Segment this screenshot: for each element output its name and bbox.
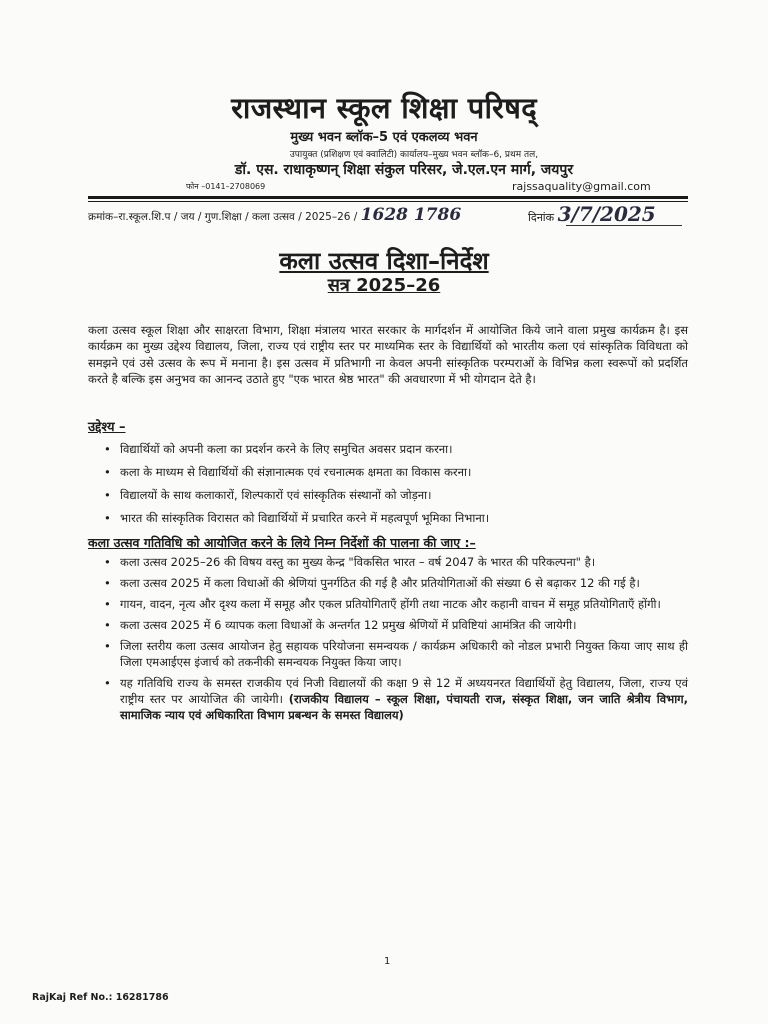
guidelines-list bbox=[96, 554, 688, 728]
date-label: दिनांक bbox=[528, 211, 555, 224]
list-item bbox=[96, 596, 688, 612]
list-item-text: कला उत्सव 2025–26 की विषय वस्तु का मुख्य केन्द्र "विकसित भारत – वर्ष 2047 के भारत की परिकल्पना" है। bbox=[120, 555, 596, 569]
bullet-icon: • bbox=[104, 511, 111, 525]
bullet-icon: • bbox=[104, 488, 111, 502]
list-item bbox=[96, 554, 688, 570]
document-title-text: कला उत्सव दिशा–निर्देश bbox=[279, 247, 489, 275]
date-underline bbox=[566, 225, 682, 226]
list-item-text: यह गतिविधि राज्य के समस्त राजकीय एवं निजी विद्यालयों की कक्षा 9 से 12 में अध्ययनरत विद्यार्थियों हेतु विद्यालय, जिला, राज्य एवं राष्ट्रीय स्तर पर आयोजित की जायेगी। bbox=[120, 675, 688, 707]
intro-paragraph: कला उत्सव स्कूल शिक्षा और साक्षरता विभाग, शिक्षा मंत्रालय भारत सरकार के मार्गदर्शन में आयोजित किये जाने वाला प्रमुख कार्यक्रम है। इस कार्यक्रम का मुख्य उद्देश्य विद्यालय, जिला, राज्य एवं राष्ट्रीय स्तर पर माध्यमिक स्तर के विद्यार्थियों को भारतीय कला एवं सांस्कृतिक विविधता को समझने एवं उसे उत्सव के रूप में मनाना है। इस उत्सव में प्रतिभागी ना केवल अपनी सांस्कृतिक परम्पराओं के विभिन्न कला स्वरूपों को प्रदर्शित करते है बल्कि इस अनुभव का आनन्द उठाते हुए "एक भारत श्रेष्ठ भारत" की अवधारणा में भी योगदान देते है। bbox=[88, 323, 688, 386]
organization-title: राजस्थान स्कूल शिक्षा परिषद् bbox=[231, 91, 537, 125]
reference-number bbox=[88, 205, 461, 225]
address-line: डॉ. एस. राधाकृष्णन् शिक्षा संकुल परिसर, जे.एल.एन मार्ग, जयपुर bbox=[234, 162, 574, 178]
list-item bbox=[96, 575, 688, 591]
list-item-text: गायन, वादन, नृत्य और दृश्य कला में समूह और एकल प्रतियोगिताएँ होंगी तथा नाटक और कहानी वाचन में समूह प्रतियोगिताएँ होंगी। bbox=[120, 596, 661, 611]
objectives-heading: उद्देश्य – bbox=[88, 420, 126, 435]
document-subtitle bbox=[0, 273, 768, 297]
list-item bbox=[96, 617, 688, 633]
handwritten-reference: 1628 1786 bbox=[360, 205, 462, 225]
phone-number: फोन –0141–2708069 bbox=[186, 182, 266, 191]
objectives-list bbox=[96, 441, 686, 533]
list-item-text: भारत की सांस्कृतिक विरासत को विद्यार्थियों में प्रचारित करने में महत्वपूर्ण भूमिका निभाना। bbox=[120, 511, 490, 525]
email-address: rajssaquality@gmail.com bbox=[512, 180, 651, 193]
list-item-text: कला उत्सव 2025 में कला विधाओं की श्रेणियां पुनर्गठित की गई है और प्रतियोगिताओं की संख्या 6 से बढ़ाकर 12 की गई है। bbox=[120, 575, 640, 590]
list-item-text: जिला स्तरीय कला उत्सव आयोजन हेतु सहायक परियोजना समन्वयक / कार्यक्रम अधिकारी को नोडल प्रभारी नियुक्त किया जाए साथ ही जिला एमआईएस इंजार्च को तकनीकी समन्वयक नियुक्त किया जाए। bbox=[120, 638, 688, 669]
bullet-icon: • bbox=[104, 617, 111, 632]
list-item bbox=[96, 510, 686, 533]
bullet-icon: • bbox=[104, 638, 111, 653]
bullet-icon: • bbox=[104, 465, 111, 479]
list-item bbox=[96, 487, 686, 510]
guidelines-heading: कला उत्सव गतिविधि को आयोजित करने के लिये निम्न निर्देशों की पालना की जाए :– bbox=[88, 535, 476, 550]
list-item-text: विद्यार्थियों को अपनी कला का प्रदर्शन करने के लिए समुचित अवसर प्रदान करना। bbox=[120, 442, 453, 456]
document-subtitle-text: सत्र 2025–26 bbox=[327, 275, 441, 296]
list-item bbox=[96, 441, 686, 464]
bullet-icon: • bbox=[104, 575, 111, 590]
header-rule-thick bbox=[88, 196, 688, 199]
bullet-icon: • bbox=[104, 442, 111, 456]
rajkaj-reference: RajKaj Ref No.: 16281786 bbox=[32, 992, 169, 1003]
bullet-icon: • bbox=[104, 675, 111, 690]
list-item bbox=[96, 638, 688, 671]
list-item-text: कला के माध्यम से विद्यार्थियों की संज्ञानात्मक एवं रचनात्मक क्षमता का विकास करना। bbox=[120, 465, 472, 479]
list-item-text: विद्यालयों के साथ कलाकारों, शिल्पकारों एवं सांस्कृतिक संस्थानों को जोड़ना। bbox=[120, 488, 432, 502]
list-item-bold-text: (राजकीय विद्यालय – स्कूल शिक्षा, पंचायती राज, संस्कृत शिक्षा, जन जाति श्रेत्रीय विभाग, सामाजिक न्याय एवं अधिकारिता विभाग प्रबन्धन के समस्त विद्यालय) bbox=[120, 692, 689, 723]
office-line: उपायुक्त (प्रशिक्षण एवं क्वालिटी) कार्यालय–मुख्य भवन ब्लॉक–6, प्रथम तल, bbox=[289, 150, 539, 160]
bullet-icon: • bbox=[104, 596, 111, 611]
handwritten-date: 3/7/2025 bbox=[557, 202, 656, 226]
building-line: मुख्य भवन ब्लॉक–5 एवं एकलव्य भवन bbox=[290, 130, 478, 145]
list-item-text: कला उत्सव 2025 में 6 व्यापक कला विधाओं के अन्तर्गत 12 प्रमुख श्रेणियों में प्रविष्टियां आमंत्रित की जायेगी। bbox=[120, 617, 577, 632]
page-number: 1 bbox=[384, 956, 391, 967]
date-field bbox=[528, 202, 656, 226]
bullet-icon: • bbox=[104, 555, 111, 569]
list-item bbox=[96, 464, 686, 487]
list-item bbox=[96, 675, 688, 724]
reference-label: क्रमांक–रा.स्कूल.शि.प / जय / गुण.शिक्षा / कला उत्सव / 2025–26 / bbox=[88, 211, 358, 223]
